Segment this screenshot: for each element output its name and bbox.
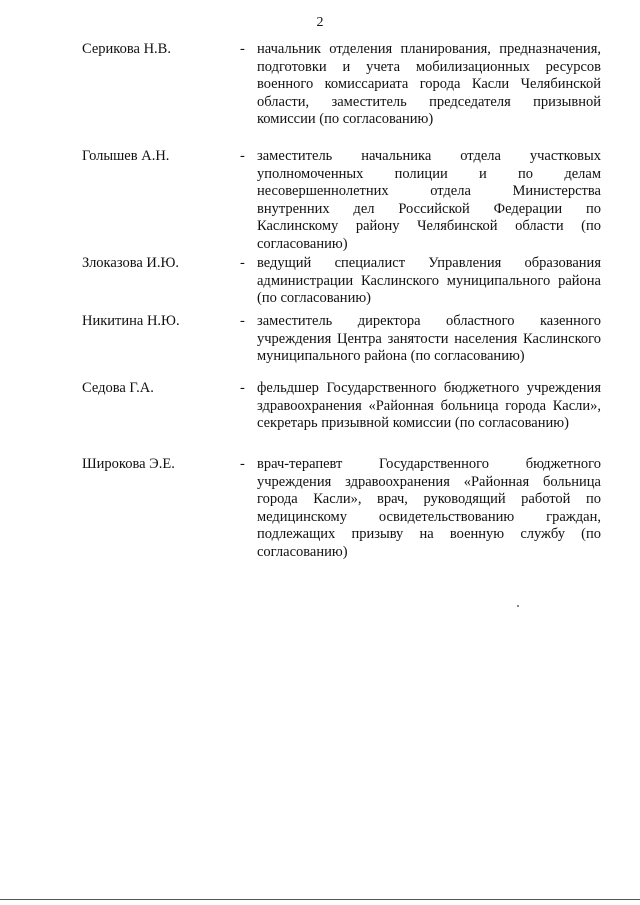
page-bottom-edge	[0, 899, 640, 900]
member-dash: -	[240, 380, 245, 396]
member-role: начальник отделения планирования, предназначения, подготовки и учета мобилизационных ресурсов военного комиссариата города Касли Челябинской области, заместитель председателя призывной комиссии (по согласованию)	[257, 41, 601, 127]
member-name: Никитина Н.Ю.	[82, 313, 180, 329]
member-name: Голышев А.Н.	[82, 148, 170, 164]
member-name: Серикова Н.В.	[82, 41, 171, 57]
member-name: Злоказова И.Ю.	[82, 255, 180, 271]
member-dash: -	[240, 41, 245, 57]
member-role: фельдшер Государственного бюджетного учреждения здравоохранения «Районная больница города Касли», секретарь призывной комиссии (по согласованию)	[257, 380, 601, 431]
member-role: ведущий специалист Управления образования администрации Каслинского муниципального района (по согласованию)	[257, 255, 601, 306]
member-role: заместитель начальника отдела участковых уполномоченных полиции и по делам несовершеннолетних отдела Министерства внутренних дел Российской Федерации по Каслинскому району Челябинской области (по согласованию)	[257, 148, 601, 252]
member-dash: -	[240, 456, 245, 472]
member-role: врач-терапевт Государственного бюджетного учреждения здравоохранения «Районная больница города Касли», врач, руководящий работой по медицинскому освидетельствованию граждан, подлежащих призыву на военную службу (по согласованию)	[257, 456, 601, 560]
member-name: Широкова Э.Е.	[82, 456, 175, 472]
member-dash: -	[240, 255, 245, 271]
member-dash: -	[240, 148, 245, 164]
scan-speck	[517, 605, 519, 607]
member-role: заместитель директора областного казенного учреждения Центра занятости населения Каслинского муниципального района (по согласованию)	[257, 313, 601, 364]
member-dash: -	[240, 313, 245, 329]
member-name: Седова Г.А.	[82, 380, 154, 396]
page-number: 2	[316, 15, 324, 30]
